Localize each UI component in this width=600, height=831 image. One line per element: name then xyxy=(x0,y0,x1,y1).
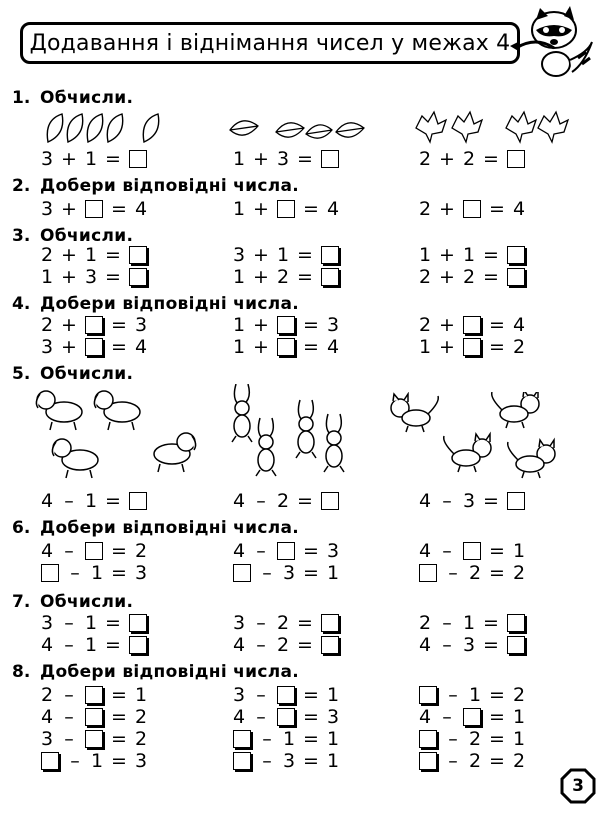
answer-box[interactable] xyxy=(277,542,295,560)
task-6-row: 4 – = 2 4 – = 3 4 – = 1 xyxy=(40,540,526,562)
answer-box[interactable] xyxy=(85,338,103,356)
answer-box[interactable] xyxy=(507,492,525,510)
task-8-row: 2 – = 1 3 – = 1 – 1 = 2 xyxy=(40,684,526,706)
task-8-row: 4 – = 2 4 – = 3 4 – = 1 xyxy=(40,706,526,728)
task-4-row: 2 + = 3 1 + = 3 2 + = 4 xyxy=(40,314,526,336)
answer-box[interactable] xyxy=(419,730,437,748)
answer-box[interactable] xyxy=(321,492,339,510)
answer-box[interactable] xyxy=(463,708,481,726)
task-number: 1. xyxy=(12,88,31,108)
answer-box[interactable] xyxy=(321,614,339,632)
task-8-row: 3 – = 2 – 1 = 1 – 2 = 1 xyxy=(40,728,526,750)
task-5-heading: 5. Обчисли. xyxy=(12,364,134,384)
answer-box[interactable] xyxy=(277,686,295,704)
answer-box[interactable] xyxy=(85,316,103,334)
answer-box[interactable] xyxy=(129,246,147,264)
answer-box[interactable] xyxy=(321,268,339,286)
answer-box[interactable] xyxy=(419,564,437,582)
task-6-row: – 1 = 3 – 3 = 1 – 2 = 2 xyxy=(0,562,600,584)
task-4-heading: 4. Добери відповідні числа. xyxy=(12,294,300,314)
task-1-heading xyxy=(12,88,133,108)
leaves-picture-icon xyxy=(228,112,368,146)
answer-box[interactable] xyxy=(85,730,103,748)
answer-box[interactable] xyxy=(507,246,525,264)
task-7-row: 4 – 1 = 4 – 2 = 4 – 3 = xyxy=(0,634,600,656)
answer-box[interactable] xyxy=(129,636,147,654)
page-number: 3 xyxy=(572,776,584,796)
answer-box[interactable] xyxy=(129,492,147,510)
answer-box[interactable] xyxy=(507,636,525,654)
kittens-picture-icon xyxy=(378,392,568,484)
task-7-row: 3 – 1 = 3 – 2 = 2 – 1 = xyxy=(0,612,600,634)
answer-box[interactable] xyxy=(463,542,481,560)
puppies-picture-icon xyxy=(30,384,210,484)
answer-box[interactable] xyxy=(463,200,481,218)
answer-box[interactable] xyxy=(507,614,525,632)
answer-box[interactable] xyxy=(129,150,147,168)
answer-box[interactable] xyxy=(129,268,147,286)
task-2-row: 3 + = 4 1 + = 4 2 + = 4 xyxy=(40,198,526,220)
task-8-heading: 8. Добери відповідні числа. xyxy=(12,662,300,682)
answer-box[interactable] xyxy=(321,150,339,168)
answer-box[interactable] xyxy=(85,686,103,704)
answer-box[interactable] xyxy=(419,752,437,770)
task-3-row: 1 + 3 = 1 + 2 = 2 + 2 = xyxy=(0,266,600,288)
task-2-heading: 2. Добери відповідні числа. xyxy=(12,176,300,196)
answer-box[interactable] xyxy=(233,752,251,770)
answer-box[interactable] xyxy=(419,686,437,704)
task-3-heading: 3. Обчисли. xyxy=(12,226,134,246)
page-number-badge xyxy=(560,768,596,804)
answer-box[interactable] xyxy=(277,200,295,218)
answer-box[interactable] xyxy=(507,268,525,286)
equation: 2 + 2 = xyxy=(418,148,526,170)
task-instruction: Обчисли. xyxy=(40,88,134,108)
answer-box[interactable] xyxy=(85,200,103,218)
answer-box[interactable] xyxy=(507,150,525,168)
task-6-heading: 6. Добери відповідні числа. xyxy=(12,518,300,538)
task-8-row: – 1 = 3 – 3 = 1 – 2 = 2 xyxy=(0,750,600,772)
maple-leaves-picture-icon xyxy=(412,110,572,146)
task-3-row: 2 + 1 = 3 + 1 = 1 + 1 = xyxy=(0,244,600,266)
task-4-row: 3 + = 4 1 + = 4 1 + = 2 xyxy=(40,336,526,358)
answer-box[interactable] xyxy=(277,316,295,334)
answer-box[interactable] xyxy=(129,614,147,632)
answer-box[interactable] xyxy=(85,542,103,560)
task-5-row: 4 – 1 = 4 – 2 = 4 – 3 = xyxy=(0,490,600,512)
answer-box[interactable] xyxy=(463,338,481,356)
equation: 1 + 3 = xyxy=(232,148,340,170)
answer-box[interactable] xyxy=(277,708,295,726)
answer-box[interactable] xyxy=(321,636,339,654)
task-1-row xyxy=(0,148,600,170)
answer-box[interactable] xyxy=(277,338,295,356)
equation: 3 + 1 = xyxy=(40,148,148,170)
answer-box[interactable] xyxy=(233,564,251,582)
answer-box[interactable] xyxy=(321,246,339,264)
answer-box[interactable] xyxy=(41,752,59,770)
bunnies-picture-icon xyxy=(220,384,360,484)
raccoon-mascot-icon xyxy=(506,2,596,82)
answer-box[interactable] xyxy=(233,730,251,748)
task-7-heading: 7. Обчисли. xyxy=(12,592,134,612)
leaves-picture-icon xyxy=(44,112,170,146)
answer-box[interactable] xyxy=(41,564,59,582)
page-title: Додавання і віднімання чисел у межах 4 xyxy=(20,22,520,64)
answer-box[interactable] xyxy=(85,708,103,726)
answer-box[interactable] xyxy=(463,316,481,334)
